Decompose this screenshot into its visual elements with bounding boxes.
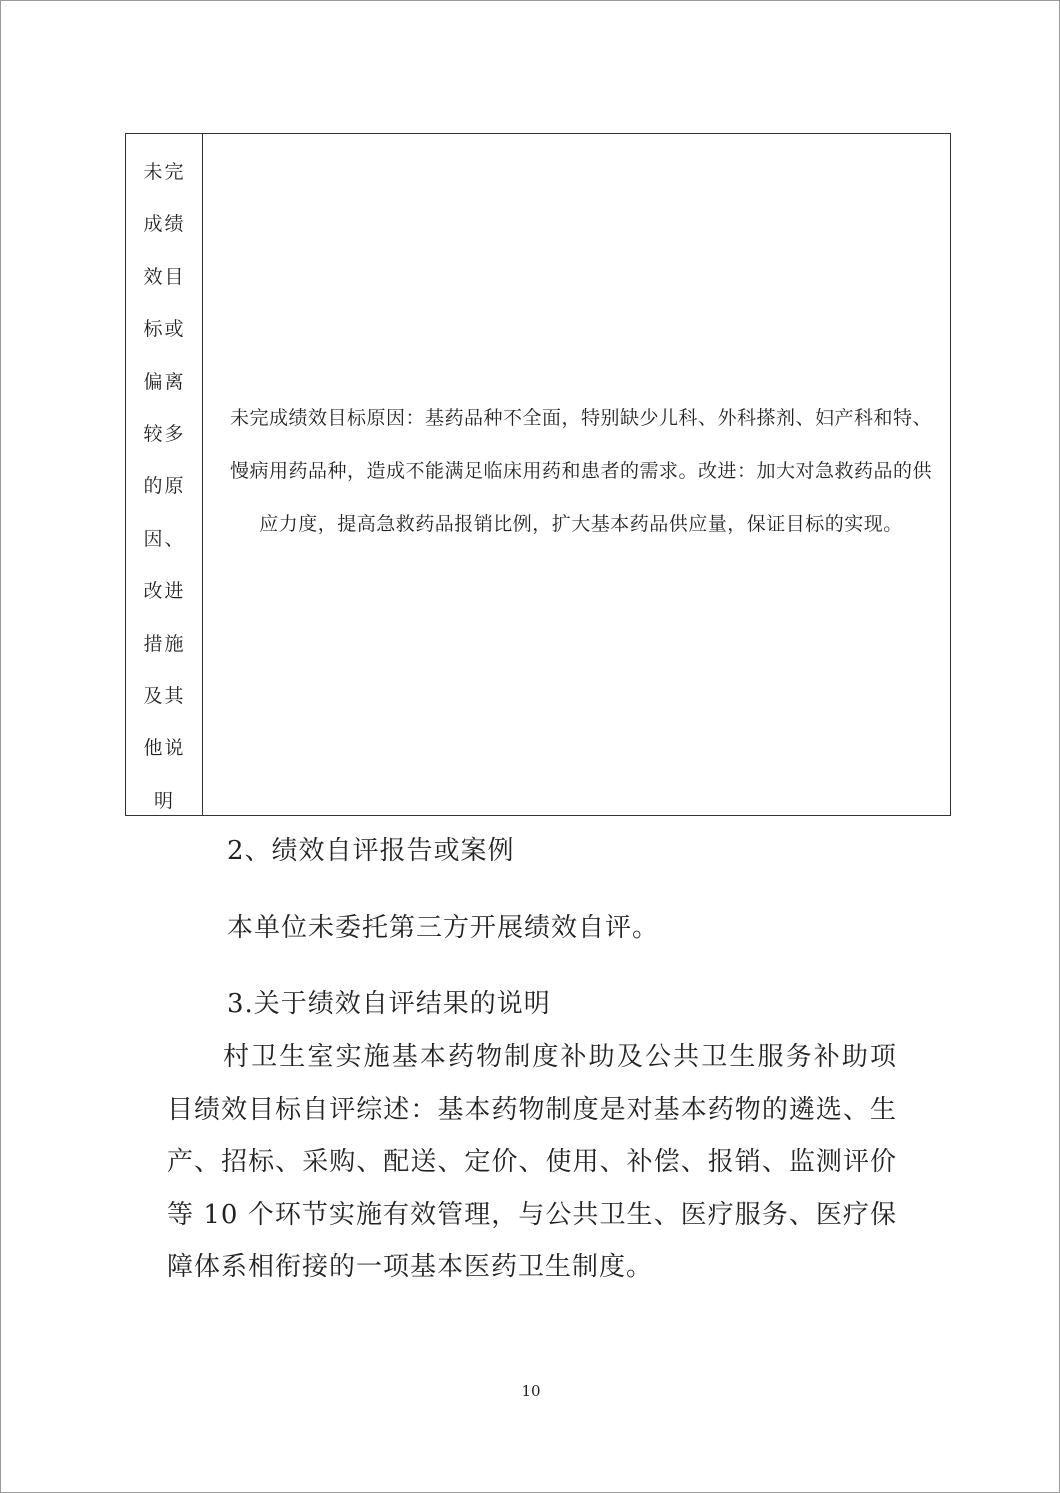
label-line: 措施 (143, 632, 186, 655)
label-line: 改进 (143, 580, 186, 603)
table-content-text: 未完成绩效目标原因：基药品种不全面，特别缺少儿科、外科搽剂、妇产科和特、慢病用药品种，造成不能满足临床用药和患者的需求。改进：加大对急救药品的供应力度，提高急救药品报销比例，扩大基本药品供应量，保证目标的实现。 (229, 407, 932, 535)
section3-paragraph: 村卫生室实施基本药物制度补助及公共卫生服务补助项目绩效目标自评综述：基本药物制度是对基本药物的遴选、生产、招标、采购、配送、定价、使用、补偿、报销、监测评价等 10 个环节实施有效管理，与公共卫生、医疗服务、医疗保障体系相衔接的一项基本医药卫生制度。 (167, 1042, 897, 1282)
table-label-cell (126, 134, 203, 815)
label-line: 标或 (143, 318, 186, 341)
label-line: 及其 (143, 685, 186, 707)
section2-text: 本单位未委托第三方开展绩效自评。 (227, 913, 660, 943)
label-line: 较多 (143, 423, 186, 445)
label-line: 的原 (143, 475, 186, 498)
section2-heading: 2、绩效自评报告或案例 (227, 836, 515, 866)
label-line: 效目 (143, 265, 186, 288)
section3-heading: 3.关于绩效自评结果的说明 (227, 989, 551, 1019)
label-line: 未完 (143, 161, 186, 183)
label-line: 他说 (143, 737, 186, 760)
page-number: 10 (521, 1382, 541, 1400)
label-line: 成绩 (143, 213, 186, 236)
label-line: 明 (153, 789, 175, 812)
label-line: 因、 (143, 527, 186, 550)
table-content-cell (203, 134, 950, 815)
explanation-table (125, 133, 951, 816)
label-line: 偏离 (143, 370, 186, 393)
